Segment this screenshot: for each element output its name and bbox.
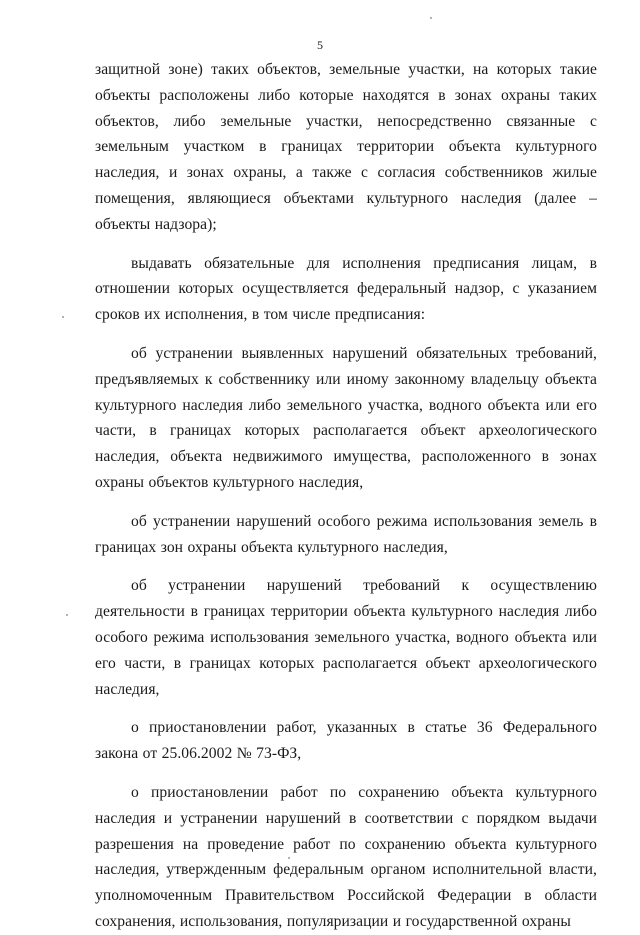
scan-speck — [62, 316, 64, 318]
paragraph-order-activity-requirements: об устранении нарушений требований к осуществлению деятельности в границах территории объекта культурного наследия либо особого режима использования земельного участка, водного объекта или его части, в границах которых располагается объект археологического наследия, — [95, 577, 597, 698]
paragraph-gap — [95, 496, 597, 509]
paragraph-gap — [95, 328, 597, 341]
scan-speck — [288, 857, 290, 859]
paragraph-gap — [95, 702, 597, 715]
paragraph-order-suspend-works-art36: о приостановлении работ, указанных в статье 36 Федерального закона от 25.06.2002 № 73-ФЗ, — [95, 719, 597, 763]
scan-speck — [66, 614, 68, 616]
paragraph-order-land-use-regime: об устранении нарушений особого режима использования земель в границах зон охраны объекта культурного наследия, — [95, 512, 597, 556]
paragraph-issue-orders: выдавать обязательные для исполнения предписания лицам, в отношении которых осуществляется федеральный надзор, с указанием сроков их исполнения, в том числе предписания: — [95, 254, 597, 324]
paragraph-gap — [95, 767, 597, 780]
page-number: 5 — [317, 38, 323, 52]
paragraph-order-violations-requirements: об устранении выявленных нарушений обязательных требований, предъявляемых к собственнику или иному законному владельцу объекта культурного наследия либо земельного участка, водного объекта или его части, в границах которых располагается объект археологического наследия, объекта недвижимого имущества, расположенного в зонах охраны объектов культурного наследия, — [95, 344, 597, 491]
paragraph-objects-of-supervision: защитной зоне) таких объектов, земельные участки, на которых такие объекты расположены либо которые находятся в зонах охраны таких объектов, либо земельные участки, непосредственно связанные с земельным участком в границах территории объекта культурного наследия, и зонах охраны, а также с согласия собственников жилые помещения, являющиеся объектами культурного наследия (далее – объекты надзора); — [95, 61, 597, 233]
paragraph-gap — [95, 560, 597, 573]
paragraph-gap — [95, 238, 597, 251]
paragraph-order-suspend-preservation-works: о приостановлении работ по сохранению объекта культурного наследия и устранении нарушений в соответствии с порядком выдачи разрешения на проведение работ по сохранению объекта культурного наследия, утвержденным федеральным органом исполнительной власти, уполномоченным Правительством Российской Федерации в области сохранения, использования, популяризации и государственной охраны — [95, 783, 597, 930]
document-body — [95, 57, 597, 935]
scan-speck — [430, 17, 432, 19]
